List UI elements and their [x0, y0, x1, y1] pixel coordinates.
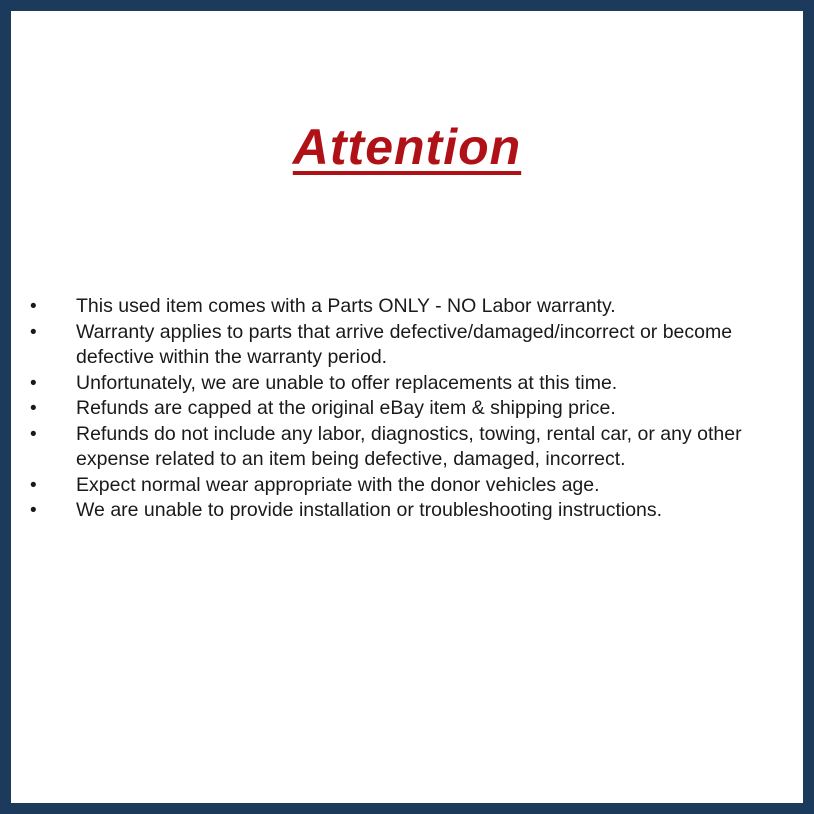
- bullet-icon: •: [30, 296, 37, 317]
- bullet-icon: •: [30, 500, 37, 521]
- list-item-text: Refunds are capped at the original eBay item & shipping price.: [76, 397, 616, 419]
- bullet-icon: •: [30, 372, 37, 394]
- bullet-icon: •: [30, 321, 37, 343]
- list-item: [11, 422, 803, 473]
- list-item-text: Refunds do not include any labor, diagnostics, towing, rental car, or any other expense related to an item being defective, damaged, incorrect.: [76, 422, 742, 470]
- list-item-text: Warranty applies to parts that arrive defective/damaged/incorrect or become defective within the warranty period.: [76, 320, 733, 368]
- list-item-text: This used item comes with a Parts ONLY - NO Labor warranty.: [76, 295, 616, 317]
- bullet-icon: •: [30, 398, 37, 419]
- list-item-text: Expect normal wear appropriate with the donor vehicles age.: [76, 473, 600, 496]
- bullet-icon: •: [30, 474, 37, 496]
- bullet-icon: •: [30, 423, 37, 445]
- page-title: Attention: [292, 119, 522, 175]
- list-item: [11, 294, 803, 320]
- list-item: [11, 396, 803, 422]
- notice-list: [11, 294, 803, 524]
- list-item-text: We are unable to provide installation or troubleshooting instructions.: [76, 499, 663, 521]
- list-item: [11, 473, 803, 499]
- list-item: [11, 320, 803, 371]
- list-item: [11, 498, 803, 524]
- notice-inner-frame: [11, 11, 803, 803]
- list-item-text: Unfortunately, we are unable to offer replacements at this time.: [76, 371, 618, 394]
- list-item: [11, 371, 803, 397]
